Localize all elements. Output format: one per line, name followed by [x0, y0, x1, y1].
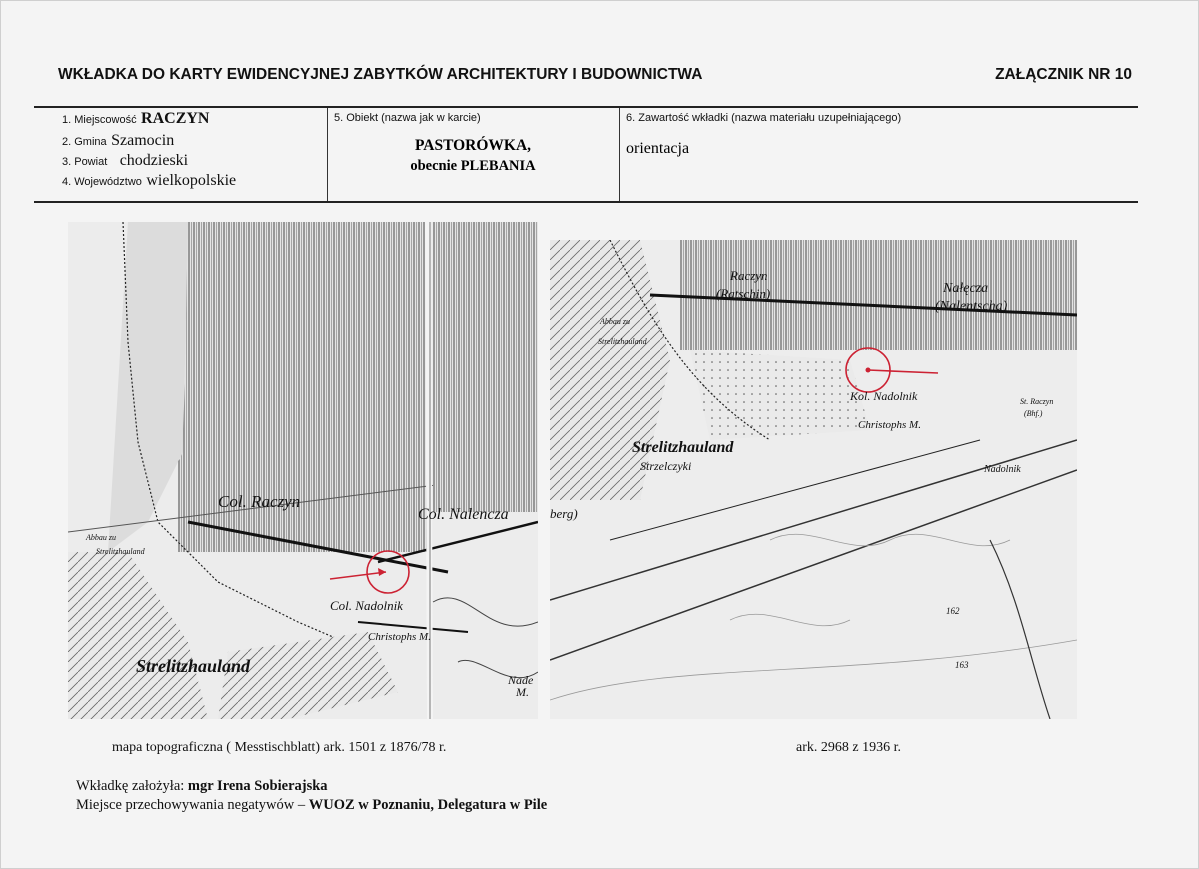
info-table [34, 108, 1138, 202]
commune-row: 2. Gmina Szamocin [62, 132, 175, 149]
label-nalentscha: (Nalentscha) [935, 299, 1008, 314]
locality-row: 1. Miejscowość RACZYN [62, 110, 210, 127]
label-st-raczyn: St. Raczyn [1020, 397, 1054, 406]
storage-line: Miejsce przechowywania negatywów – WUOZ w Poznaniu, Delegatura w Pile [76, 797, 548, 813]
label-col-nalencza: Col. Nalencza [418, 506, 509, 523]
label-nalecza: Nałęcza [943, 281, 989, 296]
document-header [58, 66, 1134, 90]
district-value: chodzieski [119, 152, 189, 169]
label-col-nadolnik: Col. Nadolnik [330, 598, 403, 613]
label-m: M. [516, 685, 529, 699]
document-title: WKŁADKA DO KARTY EWIDENCYJNEJ ZABYTKÓW ARCHITEKTURY I BUDOWNICTWA [58, 66, 703, 83]
caption-left: mapa topograficzna ( Messtischblatt) ark. 1501 z 1876/78 r. [112, 740, 447, 755]
object-column [328, 108, 618, 202]
label-col-raczyn: Col. Raczyn [218, 492, 301, 511]
label-berg: berg) [550, 506, 578, 521]
voivodeship-value: wielkopolskie [146, 172, 237, 189]
label-nadolnik: Nadolnik [984, 464, 1021, 475]
district-row: 3. Powiat chodzieski [62, 152, 189, 169]
bottom-rule [34, 201, 1138, 203]
storage-value: WUOZ w Poznaniu, Delegatura w Pile [308, 797, 548, 813]
founder-line: Wkładkę założyła: mgr Irena Sobierajska [76, 778, 328, 794]
map-1876 [68, 222, 538, 719]
content-value: orientacja [626, 140, 690, 157]
founder-name: mgr Irena Sobierajska [187, 778, 328, 794]
content-label: 6. Zawartość wkładki (nazwa materiału uzupełniającego) [626, 112, 902, 124]
label-strelitz-small: Strelitzhauland [598, 337, 647, 346]
label-nade: Nade [508, 673, 534, 687]
label-christophs-m: Christophs M. [368, 631, 431, 643]
label-strelitz-small: Strelitzhauland [96, 547, 145, 556]
locality-value: RACZYN [141, 110, 210, 127]
label-christophs: Christophs M. [858, 419, 921, 431]
commune-value: Szamocin [111, 132, 175, 149]
object-name: PASTORÓWKA, obecnie PLEBANIA [410, 137, 536, 174]
annex-number: ZAŁĄCZNIK NR 10 [995, 66, 1132, 83]
label-strelitzhauland: Strelitzhauland [632, 439, 734, 456]
label-kol-nadolnik: Kol. Nadolnik [850, 389, 918, 403]
caption-right: ark. 2968 z 1936 r. [796, 740, 901, 755]
label-ratschin: (Ratschin) [716, 286, 771, 301]
label-raczyn: Raczyn [730, 268, 768, 283]
location-column [34, 108, 327, 202]
label-162: 162 [946, 606, 960, 616]
label-bhf: (Bhf.) [1024, 409, 1043, 418]
label-abbau-zu: Abbau zu [86, 533, 116, 542]
label-abbau-zu: Abbau zu [600, 317, 630, 326]
object-label: 5. Obiekt (nazwa jak w karcie) [334, 112, 481, 124]
label-strzelczyki: Strzelczyki [640, 459, 692, 473]
voivodeship-row: 4. Województwo wielkopolskie [62, 172, 237, 189]
label-strelitzhauland: Strelitzhauland [136, 656, 251, 676]
label-163: 163 [955, 660, 969, 670]
content-column [620, 108, 1138, 202]
map-1936 [550, 240, 1077, 719]
